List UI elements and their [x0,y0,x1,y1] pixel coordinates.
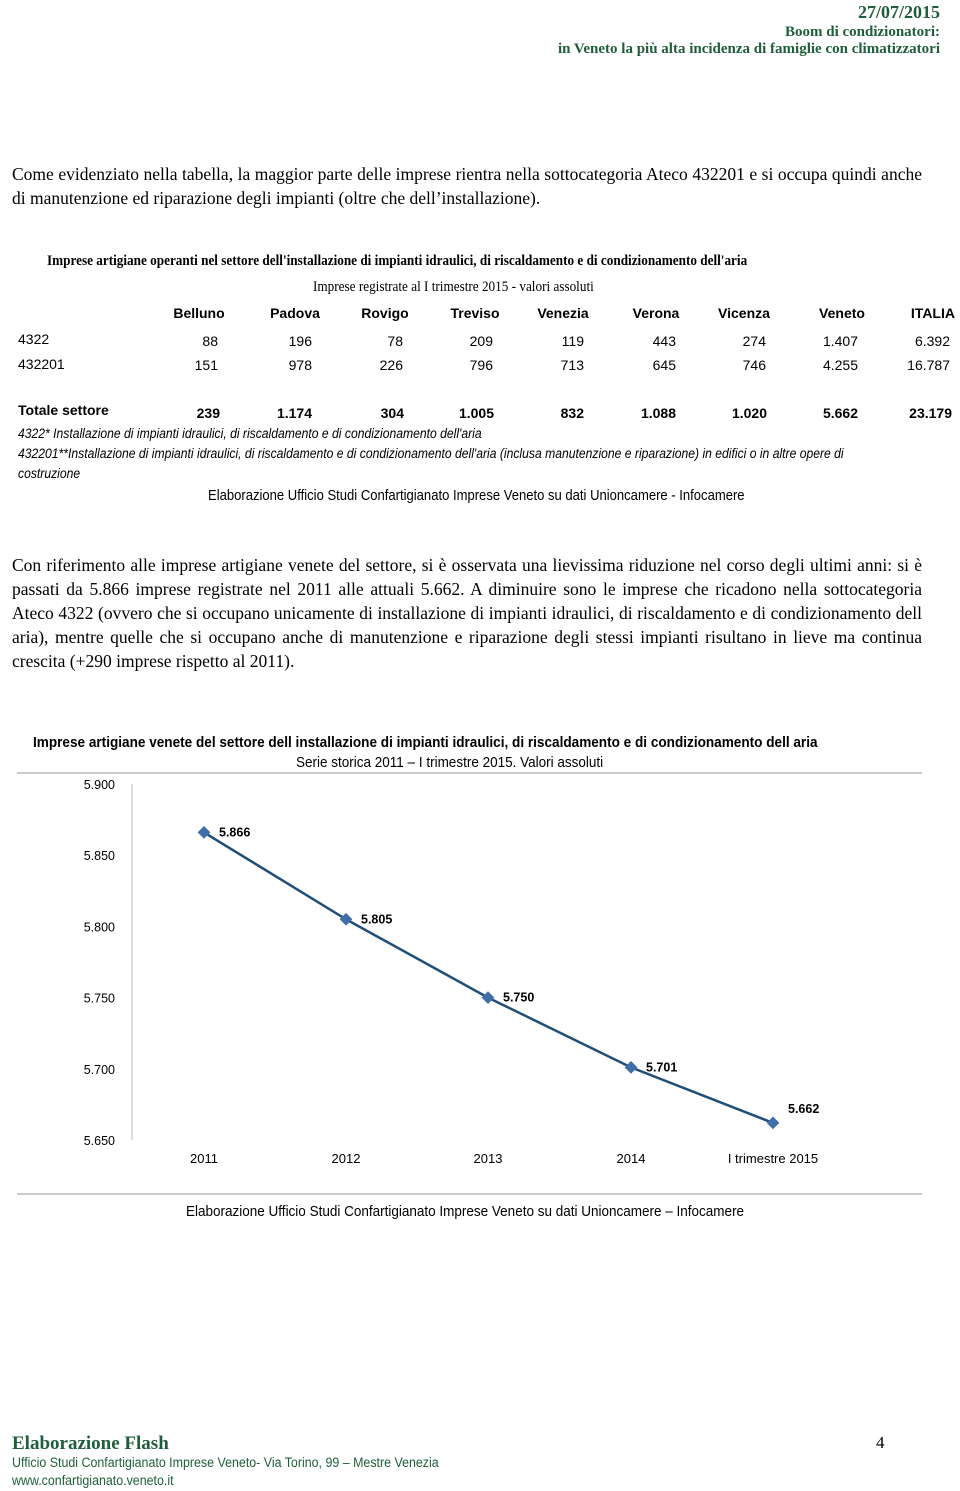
page-number: 4 [876,1433,885,1452]
table-cell: 151 [194,357,218,373]
col-header: Belluno [173,305,225,321]
table-subtitle: Imprese registrate al I trimestre 2015 - valori assoluti [313,279,594,295]
table-cell: 645 [652,357,676,373]
total-cell: 5.662 [822,405,858,421]
header-title-line2: in Veneto la più alta incidenza di famiglie con climatizzatori [557,41,940,57]
total-cell: 304 [380,405,404,421]
body-paragraph: Con riferimento alle imprese artigiane venete del settore, si è osservata una lievissima riduzione nel corso degli ultimi anni: si è passati da 5.866 imprese registrate nel 2011 alle attuali 5.662. A diminuire sono le imprese che ricadono nella sottocategoria Ateco 4322 (ovvero che si occupano unicamente di installazione di impianti idraulici, di riscaldamento e di condizionamento dell aria), mentre quelle che si occupano anche di manutenzione e riparazione degli stessi impianti risultano in lieve ma continua crescita (+290 imprese rispetto al 2011). [12,555,922,671]
col-header: Verona [632,305,680,321]
data-label: 5.662 [788,1101,820,1116]
y-tick-label: 5.800 [83,920,115,935]
y-tick-label: 5.900 [83,778,115,792]
intro-paragraph: Come evidenziato nella tabella, la maggior parte delle imprese rientra nella sottocategoria Ateco 432201 e si occupa quindi anche di manutenzione ed riparazione degli impianti (oltre che dell’installazione). [12,164,922,208]
total-cell: 1.020 [731,405,767,421]
table-cell: 4.255 [822,357,858,373]
col-header: ITALIA [910,305,955,321]
total-cell: 1.174 [276,405,312,421]
y-axis-ticks [84,778,115,1148]
data-point-marker [767,1117,780,1130]
data-point-marker [340,913,353,926]
data-label: 5.701 [646,1060,678,1075]
table-cell: 978 [288,357,312,373]
series-markers [198,826,780,1129]
table-cell: 1.407 [822,333,858,349]
y-tick-label: 5.850 [83,849,115,864]
x-tick-label: I trimestre 2015 [727,1151,819,1166]
header-date: 27/07/2015 [857,2,940,22]
row-label: 432201 [18,356,65,372]
table-note-4322: 4322* Installazione di impianti idraulici, di riscaldamento e di condizionamento dell'aria [18,426,482,441]
data-point-marker [482,991,495,1004]
col-header: Vicenza [718,305,770,321]
total-cell: 1.005 [458,405,494,421]
series-line [204,832,773,1122]
footer-website[interactable]: www.confartigianato.veneto.it [12,1473,174,1488]
table-cell: 713 [560,357,584,373]
table-cell: 16.787 [907,357,950,373]
table-cell: 209 [469,333,493,349]
x-axis-ticks [190,1151,818,1166]
row-label: 4322 [18,331,50,347]
table-cell: 78 [387,333,403,349]
table-cell: 119 [561,333,584,349]
line-chart [0,740,960,1210]
data-labels [219,825,819,1115]
x-tick-label: 2013 [473,1151,503,1166]
col-header: Veneto [819,305,865,321]
footer-brand: Elaborazione Flash [12,1433,169,1454]
data-label: 5.866 [219,825,251,840]
footer-address: Ufficio Studi Confartigianato Imprese Veneto- Via Torino, 99 – Mestre Venezia [12,1455,439,1470]
header-title-line1: Boom di condizionatori: [784,24,940,40]
y-tick-label: 5.650 [83,1134,115,1148]
data-label: 5.805 [361,912,393,927]
y-tick-label: 5.750 [83,991,115,1006]
total-cell: 239 [196,405,220,421]
chart-subtitle: Serie storica 2011 – I trimestre 2015. Valori assoluti [296,754,604,771]
total-cell: 23.179 [909,405,952,421]
data-point-marker [625,1061,638,1074]
table-cell: 196 [288,333,312,349]
col-header: Rovigo [361,305,409,321]
table-cell: 796 [469,357,493,373]
chart-title: Imprese artigiane venete del settore dell installazione di impianti idraulici, di riscaldamento e di condizionamento dell aria [33,734,818,751]
data-label: 5.750 [503,990,535,1005]
col-header: Padova [270,305,320,321]
total-cell: 832 [560,405,584,421]
total-cell: 1.088 [640,405,676,421]
table-source: Elaborazione Ufficio Studi Confartigianato Imprese Veneto su dati Unioncamere - Infocamere [208,488,745,504]
chart-source: Elaborazione Ufficio Studi Confartigianato Imprese Veneto su dati Unioncamere – Infocamere [186,1203,745,1220]
table-note-432201: 432201**Installazione di impianti idraulici, di riscaldamento e di condizionamento dell'aria (inclusa manutenzione e riparazione) in edifici o in altre opere di [18,446,844,461]
table-note-432201-cont: costruzione [18,466,81,481]
y-tick-label: 5.700 [83,1062,115,1077]
table-cell: 274 [742,333,766,349]
table-cell: 6.392 [914,333,950,349]
col-header: Treviso [450,305,500,321]
total-label: Totale settore [18,402,109,418]
data-point-marker [198,826,211,839]
table-cell: 443 [652,333,676,349]
x-tick-label: 2011 [190,1151,218,1166]
table-title: Imprese artigiane operanti nel settore dell'installazione di impianti idraulici, di riscaldamento e di condizionamento dell'aria [47,253,748,269]
col-header: Venezia [537,305,589,321]
x-tick-label: 2014 [616,1151,646,1166]
table-cell: 226 [379,357,403,373]
table-cell: 746 [742,357,766,373]
x-tick-label: 2012 [331,1151,361,1166]
table-cell: 88 [202,333,218,349]
